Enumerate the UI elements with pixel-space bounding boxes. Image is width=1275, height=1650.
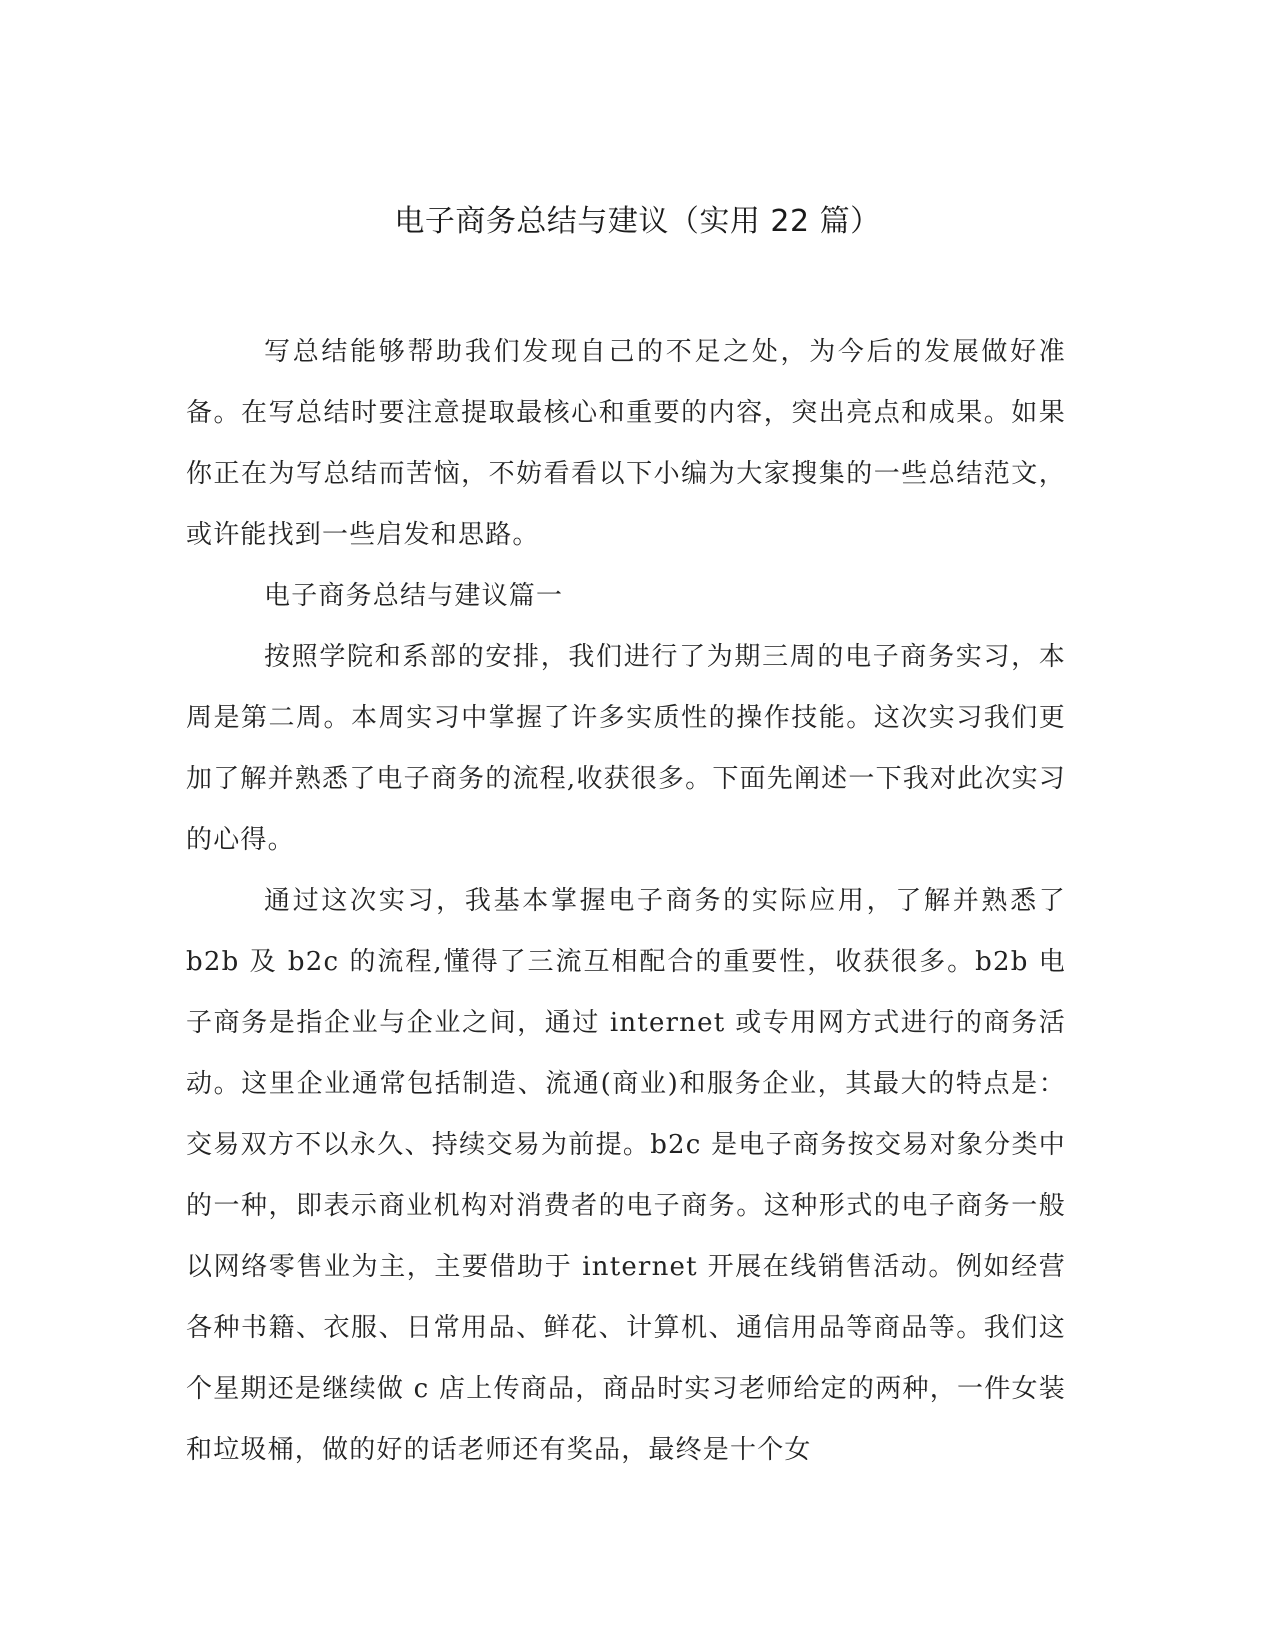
body-paragraph-2: 通过这次实习，我基本掌握电子商务的实际应用，了解并熟悉了 b2b 及 b2c 的流程,懂得了三流互相配合的重要性，收获很多。b2b 电子商务是指企业与企业之间，通过 internet 或专用网方式进行的商务活动。这里企业通常包括制造、流通(商业)和服务企业，其最大的特点是：交易双方不以永久、持续交易为前提。b2c 是电子商务按交易对象分类中的一种，即表示商业机构对消费者的电子商务。这种形式的电子商务一般以网络零售业为主，主要借助于 internet 开展在线销售活动。例如经营各种书籍、衣服、日常用品、鲜花、计算机、通信用品等商品等。我们这个星期还是继续做 c 店上传商品，商品时实习老师给定的两种，一件女装和垃圾桶，做的好的话老师还有奖品，最终是十个女 [186, 886, 1067, 1465]
section-heading: 电子商务总结与建议篇一 [264, 581, 564, 611]
document-body [186, 322, 1066, 1481]
body-paragraph-1: 按照学院和系部的安排，我们进行了为期三周的电子商务实习，本周是第二周。本周实习中掌握了许多实质性的操作技能。这次实习我们更加了解并熟悉了电子商务的流程,收获很多。下面先阐述一下我对此次实习的心得。 [186, 642, 1066, 855]
intro-paragraph: 写总结能够帮助我们发现自己的不足之处，为今后的发展做好准备。在写总结时要注意提取最核心和重要的内容，突出亮点和成果。如果你正在为写总结而苦恼，不妨看看以下小编为大家搜集的一些总结范文，或许能找到一些启发和思路。 [186, 337, 1066, 550]
document-title: 电子商务总结与建议（实用 22 篇） [394, 204, 881, 239]
